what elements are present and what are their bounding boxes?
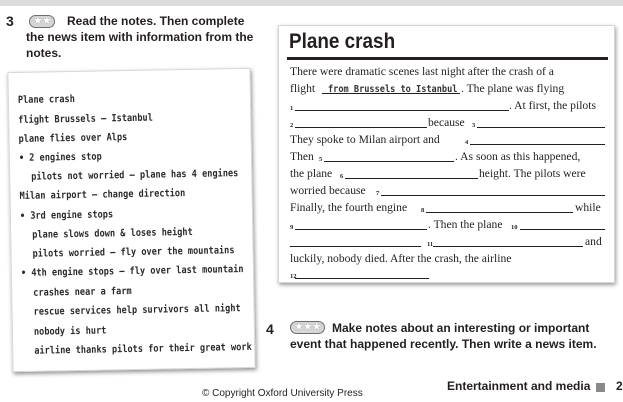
answer-blank-4[interactable] xyxy=(470,144,605,145)
note-line: Plane crash xyxy=(17,93,75,106)
news-line: flight from Brussels to Istanbul . The plane was flying xyxy=(290,82,565,95)
answer-blank-6[interactable] xyxy=(345,178,478,179)
news-item-card xyxy=(278,25,615,283)
news-line: They spoke to Milan airport and 4 xyxy=(290,132,607,148)
title-rule xyxy=(287,57,608,60)
difficulty-stars-icon: ★★ xyxy=(29,15,55,28)
answer-blank-1[interactable] xyxy=(295,110,509,111)
answer-blank-10[interactable] xyxy=(520,229,605,230)
note-line: crashes near a farm xyxy=(33,286,132,299)
note-line: • 4th engine stops — fly over last mountain xyxy=(20,264,244,279)
note-line: Milan airport — change direction xyxy=(19,188,186,202)
note-line: pilots worried — fly over the mountains xyxy=(32,245,235,260)
news-line: luckily, nobody died. After the crash, the airline xyxy=(290,252,512,265)
note-line: • 3rd engine stops xyxy=(19,209,114,222)
example-answer: from Brussels to Istanbul xyxy=(328,84,458,95)
notes-card xyxy=(7,68,255,372)
answer-blank-10-cont[interactable] xyxy=(290,246,421,247)
news-title: Plane crash xyxy=(289,30,396,53)
answer-blank-12[interactable] xyxy=(295,278,429,279)
news-line: Finally, the fourth engine 8 while xyxy=(290,201,601,214)
answer-blank-8[interactable] xyxy=(426,212,573,213)
note-line: • 2 engines stop xyxy=(18,151,102,164)
exercise-4-instruction: Make notes about an interesting or important event that happened recently. Then write a news item. xyxy=(290,321,597,351)
answer-blank-5[interactable] xyxy=(324,161,454,162)
difficulty-stars-icon: ★★★ xyxy=(290,321,325,334)
news-line: the plane 6 height. The pilots were xyxy=(290,167,586,180)
note-line: flight Brussels — Istanbul xyxy=(18,112,153,126)
news-line: Then 5 . As soon as this happened, xyxy=(290,150,581,163)
news-line: 11 and xyxy=(290,234,607,250)
news-line: worried because 7 xyxy=(290,183,607,199)
answer-blank-9[interactable] xyxy=(295,229,427,230)
answer-blank-2[interactable] xyxy=(295,127,427,128)
news-line: There were dramatic scenes last night after the crash of a xyxy=(290,65,554,78)
note-line: rescue services help survivors all night xyxy=(33,303,241,318)
exercise-3-instruction: Read the notes. Then complete the news item with information from the notes. xyxy=(26,14,254,60)
exercise-4-number: 4 xyxy=(266,321,274,337)
news-line: 12 xyxy=(290,266,607,282)
square-bullet-icon xyxy=(596,383,605,392)
exercise-3-number: 3 xyxy=(6,13,14,29)
copyright: © Copyright Oxford University Press xyxy=(202,388,363,399)
news-line: 2 because 3 xyxy=(290,115,607,131)
note-line: plane flies over Alps xyxy=(18,132,128,145)
news-line: 1 . At first, the pilots xyxy=(290,99,596,112)
section-title: Entertainment and media xyxy=(447,379,591,393)
note-line: pilots not worried — plane has 4 engines xyxy=(31,168,239,183)
note-line: plane slows down & loses height xyxy=(32,226,193,241)
news-line: 9 . Then the plane 10 xyxy=(290,217,607,233)
answer-blank-7[interactable] xyxy=(381,195,605,196)
page-number: 2 xyxy=(616,379,623,393)
answer-blank-3[interactable] xyxy=(477,127,605,128)
note-line: nobody is hurt xyxy=(33,325,107,338)
top-bar xyxy=(0,0,623,6)
answer-blank-11[interactable] xyxy=(433,246,583,247)
note-line: airline thanks pilots for their great work xyxy=(34,341,252,357)
